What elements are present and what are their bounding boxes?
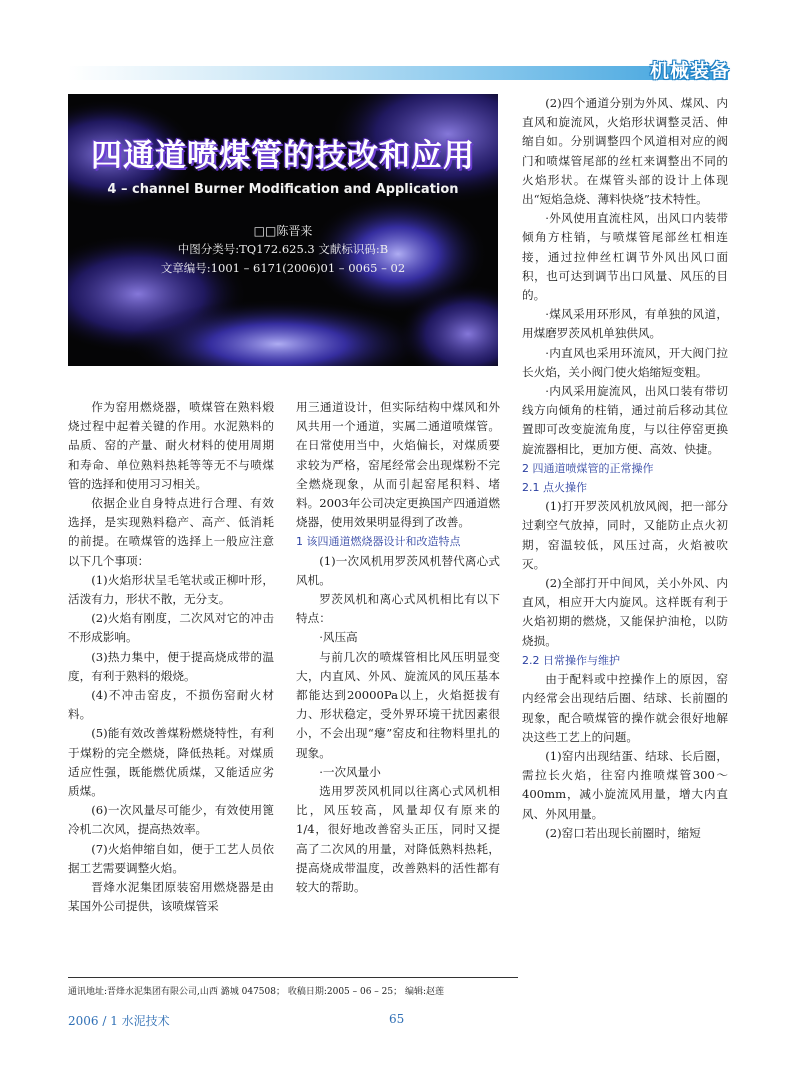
section-title: 机械装备 [649,60,730,82]
article-author: □□陈晋来 [253,224,313,238]
footnote-divider [68,977,518,978]
bullet-heading: ·风压高 [319,630,358,645]
bullet-paragraph: ·内风采用旋流风，出风口装有带切线方向倾角的柱销，通过前后移动其位置即可改变旋流角度，与以往停窑更换旋流器相比，更加方便、高效、快捷。 [522,384,728,456]
paragraph: 用三通道设计，但实际结构中煤风和外风共用一个通道，实属二通道喷煤管。在日常使用当中，火焰偏长，对煤质要求较为严格，窑尾经常会出现煤粉不完全燃烧现象，从而引起窑尾积料、堵料。2003年公司决定更换国产四通道燃烧器，使用效果明显得到了改善。 [296,400,500,530]
bullet-paragraph: ·外风使用直流柱风，出风口内装带倾角方柱销，与喷煤管尾部丝杠相连接，通过拉伸丝杠调节外风出风口面积，也可达到调节出口风量、风压的目的。 [522,211,728,303]
paragraph: 与前几次的喷煤管相比风压明显变大，内直风、外风、旋流风的风压基本都能达到20000Pa以上，火焰挺拔有力、形状稳定，受外界环境干扰因素很小，不会出现“瘪”窑皮和往物料里扎的现象。 [296,649,500,760]
section-heading: 1 该四通道燃烧器设计和改造特点 [296,535,461,549]
bullet-paragraph: ·煤风采用环形风，有单独的风道，用煤磨罗茨风机单独供风。 [522,307,728,341]
list-item: (2)火焰有刚度，二次风对它的冲击不形成影响。 [68,611,274,645]
article-title: 四通道喷煤管的技改和应用 [91,138,475,174]
list-item: (5)能有效改善煤粉燃烧特性，有利于煤粉的完全燃烧，降低热耗。对煤质适应性强，既能燃优质煤，又能适应劣质煤。 [68,726,274,799]
bullet-heading: ·一次风量小 [319,764,381,779]
journal-source: 2006 / 1 水泥技术 [68,1014,170,1028]
text-column-3 [522,94,728,843]
classification-line: 中图分类号:TQ172.625.3 文献标识码:B [177,242,389,256]
paragraph: (2)窑口若出现长前圈时，缩短 [545,825,701,840]
text-column-1 [68,398,274,916]
paragraph: 作为窑用燃烧器，喷煤管在熟料煅烧过程中起着关键的作用。水泥熟料的品质、窑的产量、耐火材料的使用周期和寿命、单位熟料热耗等等无不与喷煤管的选择和使用习习相关。 [68,400,274,491]
paragraph: 选用罗茨风机同以往离心式风机相比，风压较高，风量却仅有原来的1/4，很好地改善窑头正压，同时又提高了二次风的用量，对降低熟料热耗，提高烧成带温度，改善熟料的活性都有较大的帮助。 [296,784,500,895]
paragraph: 晋烽水泥集团原装窑用燃烧器是由某国外公司提供，该喷煤管采 [68,880,274,914]
paragraph: (1)打开罗茨风机放风阀，把一部分过剩空气放掉，同时，又能防止点火初期，窑温较低，风压过高，火焰被吹灭。 [522,499,728,571]
list-item: (4)不冲击窑皮，不损伤窑耐火材料。 [68,688,274,722]
paragraph: 依据企业自身特点进行合理、有效选择，是实现熟料稳产、高产、低消耗的前提。在喷煤管的选择上一般应注意以下几个事项： [68,496,274,568]
hero-image [68,94,498,366]
page-number: 65 [389,1012,405,1026]
text-column-2 [296,398,500,897]
paragraph: 由于配料或中控操作上的原因，窑内经常会出现结后圈、结球、长前圈的现象，配合喷煤管的操作就会很好地解决这些工艺上的问题。 [522,672,728,744]
list-item: (1)火焰形状呈毛笔状或正柳叶形，活泼有力，形状不散，无分支。 [68,572,274,607]
paragraph: (2)全部打开中间风，关小外风、内直风，相应开大内旋风。这样既有利于火焰初期的燃烧，又能保护油枪，以防烧损。 [522,576,728,648]
article-title-english: 4 – channel Burner Modification and Application [107,182,459,197]
subsection-heading: 2.1 点火操作 [522,481,587,495]
footnote: 通讯地址:晋烽水泥集团有限公司,山西 潞城 047508； 收稿日期:2005 – 06 – 25； 编辑:赵莲 [68,987,445,997]
list-item: (6)一次风量尽可能少，有效使用篦冷机二次风，提高热效率。 [68,803,274,837]
subsection-heading: 2.2 日常操作与维护 [522,653,620,667]
paragraph: (1)窑内出现结蛋、结球、长后圈，需拉长火焰，往窑内推喷煤管300～400mm，减小旋流风用量，增大内直风、外风用量。 [522,748,728,821]
bullet-paragraph: ·内直风也采用环流风，开大阀门拉长火焰，关小阀门使火焰缩短变粗。 [522,345,728,379]
paragraph: (1)一次风机用罗茨风机替代离心式风机。 [296,553,500,587]
paragraph: (2)四个通道分别为外风、煤风、内直风和旋流风，火焰形状调整灵活、伸缩自如。分别调整四个风道相对应的阀门和喷煤管尾部的丝杠来调整出不同的火焰形状。在煤管头部的设计上体现出“短焰急烧、薄料快烧”技术特性。 [522,96,728,207]
header-gradient-bar [68,66,728,80]
article-number-line: 文章编号:1001 – 6171(2006)01 – 0065 – 02 [160,261,406,275]
list-item: (3)热力集中，便于提高烧成带的温度，有利于熟料的煅烧。 [68,649,274,683]
section-heading: 2 四通道喷煤管的正常操作 [522,461,654,475]
list-item: (7)火焰伸缩自如，便于工艺人员依据工艺需要调整火焰。 [68,841,274,875]
paragraph: 罗茨风机和离心式风机相比有以下特点： [296,592,500,626]
